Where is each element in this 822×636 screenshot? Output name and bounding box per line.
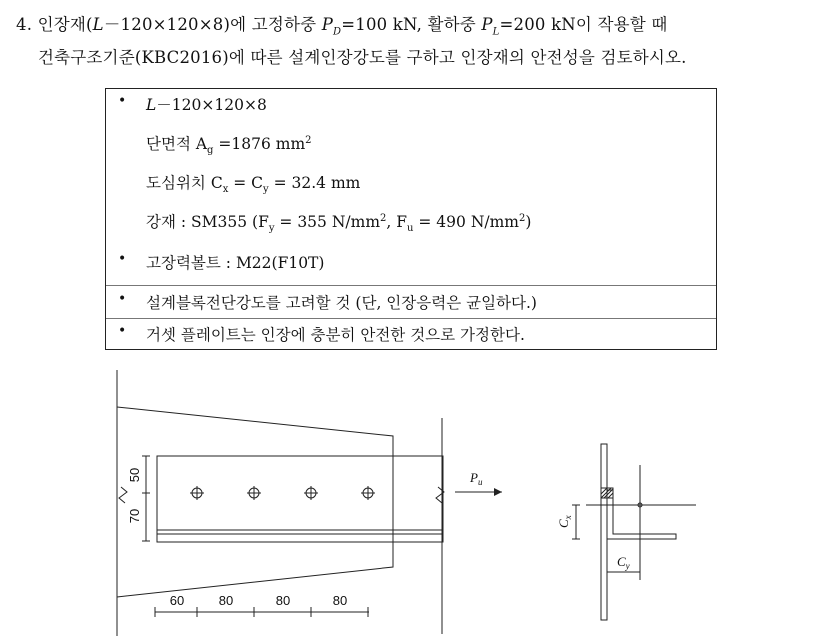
fu-subscript: u (407, 223, 414, 235)
fu-superscript: 2 (519, 212, 526, 224)
load-subscript: u (477, 477, 483, 487)
area-subscript: g (207, 145, 214, 157)
dim-label-80: 80 (275, 593, 291, 608)
load-label (469, 470, 483, 487)
horizontal-dimension (155, 607, 369, 617)
centroid-equals: = C (228, 174, 264, 192)
load-symbol: P (470, 470, 478, 485)
fy-value: = 355 N/mm (274, 213, 381, 231)
centroid-label: 도심위치 C (146, 174, 223, 192)
cy-dimension (607, 568, 640, 576)
dim-label-70: 70 (127, 508, 142, 524)
area-label: 단면적 A (146, 135, 208, 153)
area-value: =1876 mm (213, 135, 306, 153)
fu-value: = 490 N/mm (413, 213, 520, 231)
bullet: • (118, 93, 127, 109)
dim-label-60: 60 (169, 593, 185, 608)
bullet: • (118, 323, 127, 339)
centroid-subscript-x: x (222, 184, 229, 196)
cx-dimension (572, 505, 580, 539)
angle-section-outline (607, 490, 676, 539)
question-text: 인장재( (37, 15, 93, 34)
cx-label (556, 515, 573, 528)
dim-label-50: 50 (127, 467, 142, 483)
centroid-value: = 32.4 mm (268, 174, 361, 192)
vertical-dimension (142, 456, 150, 541)
bullet: • (118, 291, 127, 307)
angle-size: －120×120×8 (156, 96, 267, 114)
fu-label: , F (386, 213, 408, 231)
dead-load-subscript: D (333, 26, 342, 38)
bolt-spec: 고장력볼트 : M22(F10T) (146, 254, 325, 272)
cy-label (617, 554, 630, 571)
bolt-hole-1 (190, 486, 204, 500)
cy-subscript: y (625, 561, 630, 571)
bolt-hole-4 (361, 486, 375, 500)
bolt-hole-2 (247, 486, 261, 500)
question-text: =100 kN, 활하중 (341, 15, 482, 34)
question-text: －120×120×8)에 고정하중 (103, 15, 322, 34)
gusset-note: 거셋 플레이트는 인장에 충분히 안전한 것으로 가정한다. (146, 326, 525, 344)
bolt-group (190, 486, 375, 500)
block-shear-note: 설계블록전단강도를 고려할 것 (단, 인장응력은 균일하다.) (146, 294, 537, 312)
dim-label-80: 80 (218, 593, 234, 608)
fy-subscript: y (268, 223, 275, 235)
break-symbol-left (119, 487, 127, 503)
live-load-subscript: L (492, 26, 500, 38)
cx-subscript: x (563, 515, 573, 520)
question-number: 4. (16, 15, 33, 34)
question-line-2: 건축구조기준(KBC2016)에 따른 설계인장강도를 구하고 인장재의 안전성을 검토하시오. (38, 48, 687, 67)
dead-load-symbol: P (321, 15, 334, 34)
dim-label-80: 80 (332, 593, 348, 608)
angle-cross-section (586, 444, 696, 620)
section-symbol: L (92, 15, 104, 34)
gusset-section (601, 444, 607, 620)
load-arrow (455, 488, 502, 496)
gusset-plate-outline (117, 407, 393, 597)
angle-symbol: L (146, 96, 157, 114)
cx-symbol: C (556, 519, 571, 528)
area-superscript: 2 (305, 134, 312, 146)
cy-symbol: C (617, 554, 626, 569)
centroid-subscript-y: y (263, 184, 269, 196)
live-load-symbol: P (481, 15, 493, 34)
bullet: • (118, 251, 127, 267)
steel-close: ) (525, 213, 532, 231)
fy-superscript: 2 (380, 212, 387, 224)
question-text: =200 kN이 작용할 때 (499, 15, 668, 34)
steel-label: 강재 : SM355 (F (146, 213, 269, 231)
bolt-hole-3 (304, 486, 318, 500)
angle-leg-outline (157, 456, 443, 542)
